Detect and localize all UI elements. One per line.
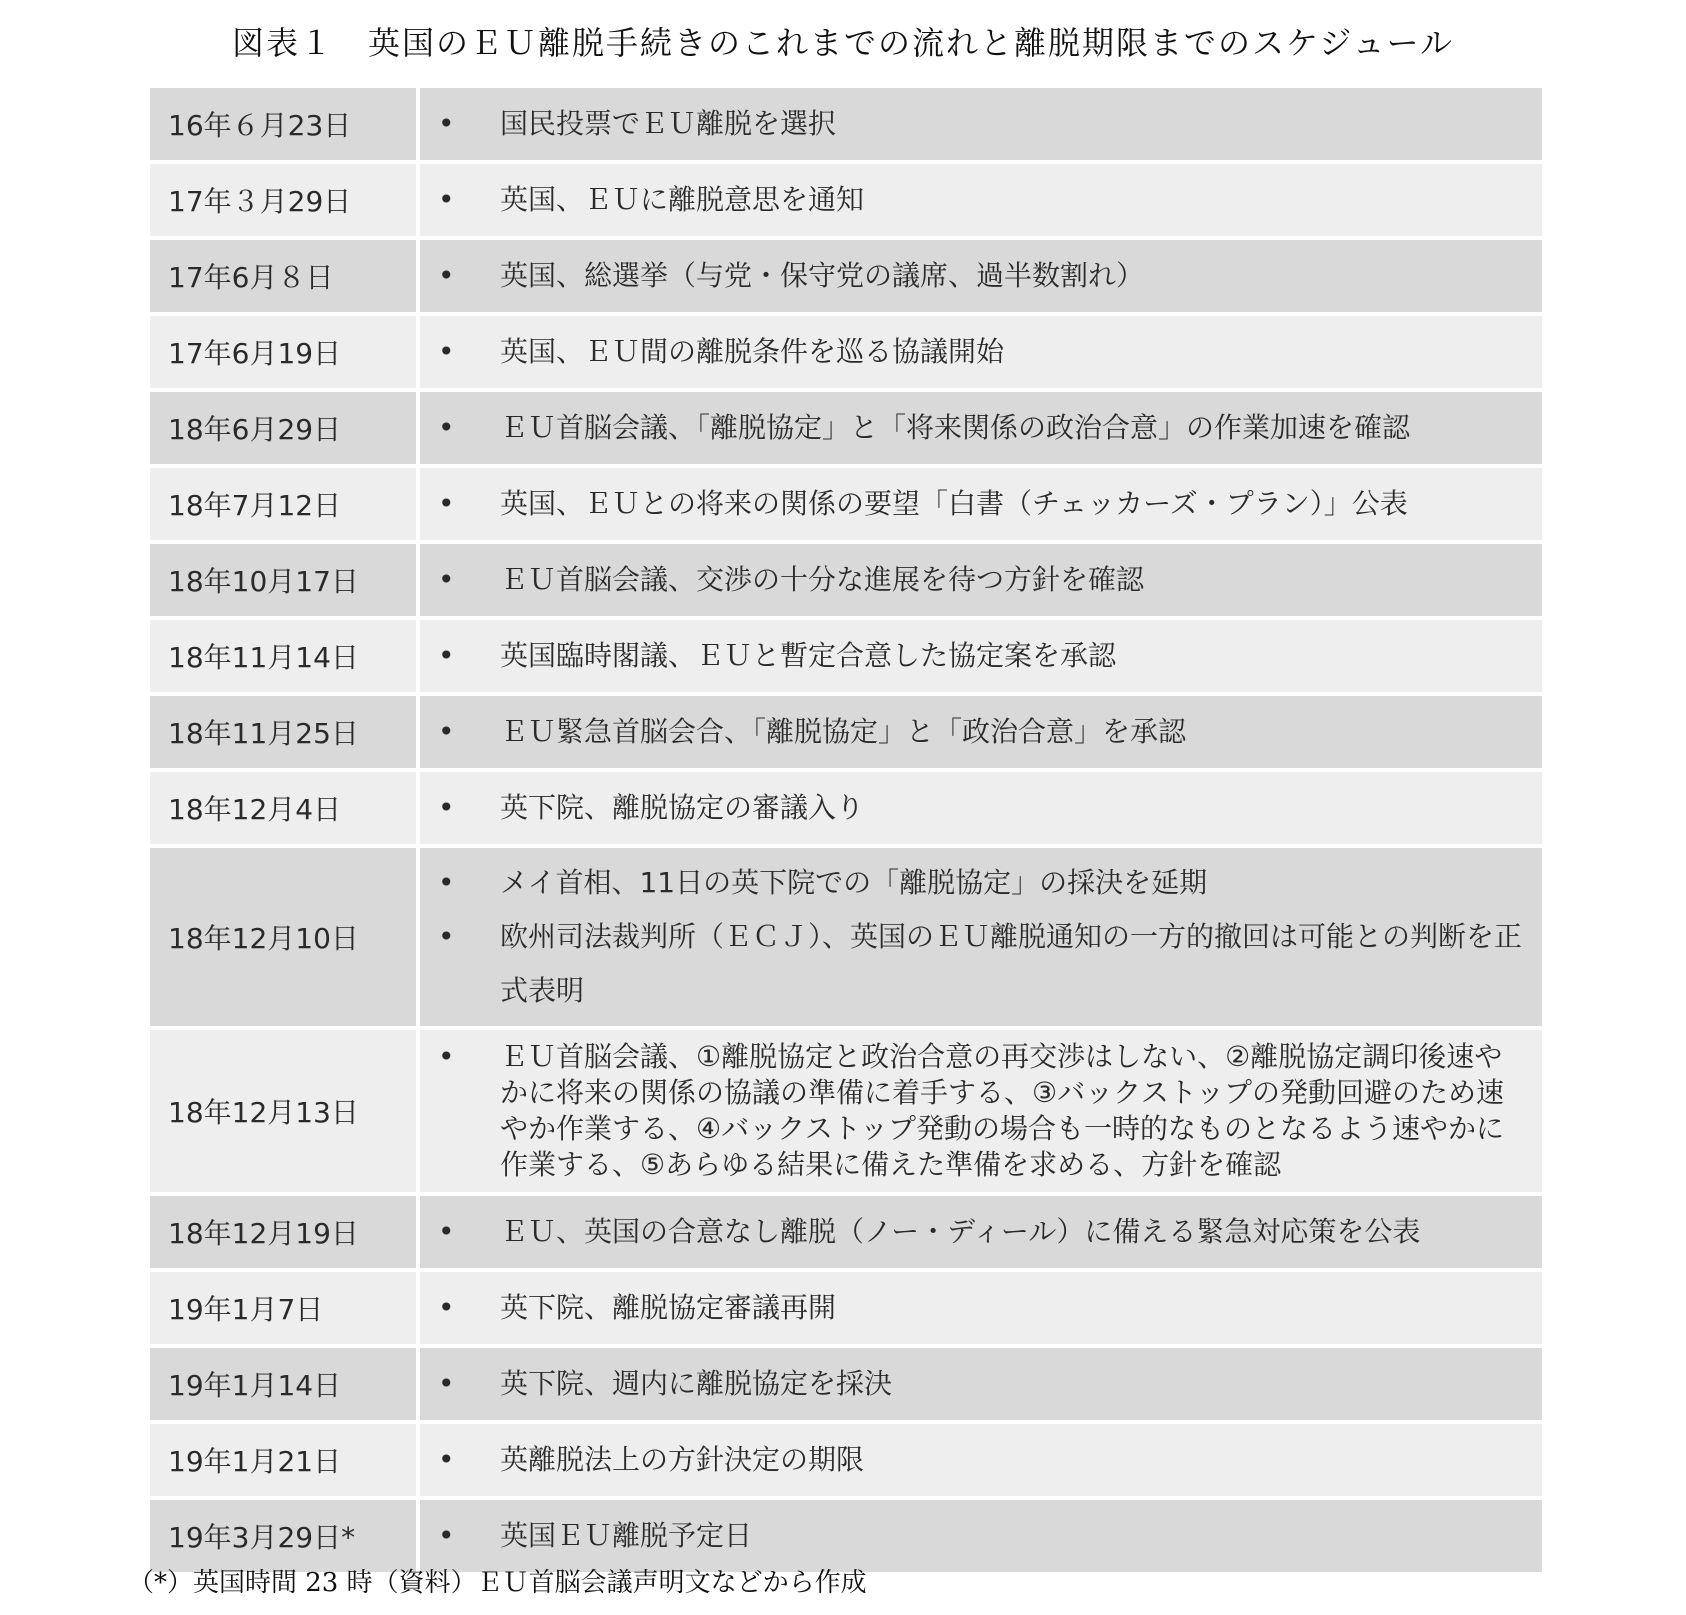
table-row	[150, 772, 1542, 848]
row-event: 英下院、離脱協定の審議入り	[500, 791, 865, 824]
table-row	[150, 468, 1542, 544]
row-date: 18年11月25日	[150, 696, 420, 768]
table-row	[150, 88, 1542, 164]
row-event: 英離脱法上の方針決定の期限	[500, 1443, 865, 1476]
table-row	[150, 1424, 1542, 1500]
row-date: 18年7月12日	[150, 468, 420, 540]
table-row	[150, 696, 1542, 772]
bullet: •	[438, 1215, 455, 1248]
row-date: 18年6月29日	[150, 392, 420, 464]
table-row	[150, 1348, 1542, 1424]
row-event: ＥＵ首脳会議、「離脱協定」と「将来関係の政治合意」の作業加速を確認	[500, 411, 1411, 444]
table-row	[150, 620, 1542, 696]
table-row	[150, 544, 1542, 620]
bullet: •	[438, 1367, 455, 1400]
figure-title: 図表１ 英国のＥＵ離脱手続きのこれまでの流れと離脱期限までのスケジュール	[231, 24, 1455, 62]
row-event: ＥＵ首脳会議、①離脱協定と政治合意の再交渉はしない、②離脱協定調印後速やかに将来の関係の協議の準備に着手する、③バックストップの発動回避のため速やか作業する、④バックストップ発動の場合も一時的なものとなるよう速やかに作業する、⑤あらゆる結果に備えた準備を求める、方針を確認	[500, 1040, 1504, 1181]
table-row	[150, 240, 1542, 316]
bullet: •	[438, 563, 455, 596]
row-date: 19年3月29日*	[150, 1500, 420, 1572]
row-event: ＥＵ緊急首脳会合、「離脱協定」と「政治合意」を承認	[500, 715, 1187, 748]
bullet: •	[438, 715, 455, 748]
bullet: •	[438, 107, 455, 140]
row-date: 18年12月10日	[150, 848, 420, 1026]
bullet: •	[438, 487, 455, 520]
table-row	[150, 1196, 1542, 1272]
row-event: 英国、総選挙（与党・保守党の議席、過半数割れ）	[500, 259, 1145, 292]
bullet: •	[438, 183, 455, 216]
row-date: 18年12月4日	[150, 772, 420, 844]
bullet: •	[438, 1291, 455, 1324]
row-event: 国民投票でＥＵ離脱を選択	[500, 107, 837, 140]
row-event: メイ首相、11日の英下院での「離脱協定」の採決を延期	[500, 866, 1208, 899]
row-event: 英国、ＥＵに離脱意思を通知	[500, 183, 865, 216]
row-date: 18年11月14日	[150, 620, 420, 692]
table-row	[150, 1030, 1542, 1196]
schedule-table	[150, 88, 1542, 1576]
row-event: 英下院、週内に離脱協定を採決	[500, 1367, 893, 1400]
row-date: 16年６月23日	[150, 88, 420, 160]
table-row	[150, 848, 1542, 1030]
row-date: 17年３月29日	[150, 164, 420, 236]
table-row	[150, 164, 1542, 240]
bullet: •	[438, 791, 455, 824]
bullet: •	[438, 1040, 455, 1073]
bullet: •	[438, 920, 455, 953]
bullet: •	[438, 1519, 455, 1552]
row-event: 英国、ＥＵとの将来の関係の要望「白書（チェッカーズ・プラン）」公表	[500, 487, 1408, 520]
row-date: 19年1月7日	[150, 1272, 420, 1344]
row-date: 18年12月13日	[150, 1030, 420, 1192]
footnote: （*）英国時間 23 時（資料）ＥＵ首脳会議声明文などから作成	[128, 1568, 867, 1598]
bullet: •	[438, 259, 455, 292]
row-date: 17年6月８日	[150, 240, 420, 312]
row-event: 英国臨時閣議、ＥＵと暫定合意した協定案を承認	[500, 639, 1117, 672]
row-event: ＥＵ、英国の合意なし離脱（ノー・ディール）に備える緊急対応策を公表	[500, 1215, 1421, 1248]
row-event: 英国ＥＵ離脱予定日	[500, 1519, 753, 1552]
bullet: •	[438, 639, 455, 672]
table-row	[150, 316, 1542, 392]
row-date: 19年1月21日	[150, 1424, 420, 1496]
row-event: 欧州司法裁判所（ＥＣＪ）、英国のＥＵ離脱通知の一方的撤回は可能との判断を正式表明	[500, 920, 1523, 1007]
bullet: •	[438, 411, 455, 444]
row-event: ＥＵ首脳会議、交渉の十分な進展を待つ方針を確認	[500, 563, 1145, 596]
bullet: •	[438, 335, 455, 368]
row-date: 19年1月14日	[150, 1348, 420, 1420]
bullet: •	[438, 866, 455, 899]
bullet: •	[438, 1443, 455, 1476]
row-date: 17年6月19日	[150, 316, 420, 388]
table-row	[150, 1272, 1542, 1348]
row-event: 英国、ＥＵ間の離脱条件を巡る協議開始	[500, 335, 1005, 368]
row-date: 18年10月17日	[150, 544, 420, 616]
row-date: 18年12月19日	[150, 1196, 420, 1268]
table-row	[150, 392, 1542, 468]
row-event: 英下院、離脱協定審議再開	[500, 1291, 837, 1324]
